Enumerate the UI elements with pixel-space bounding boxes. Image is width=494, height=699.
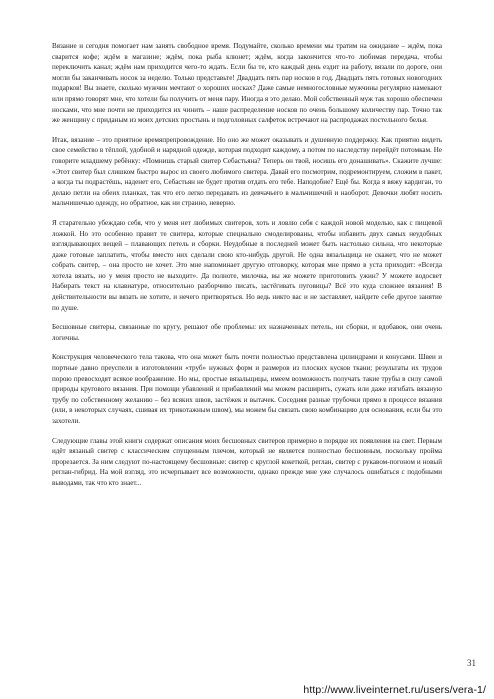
paragraph-2: Итак, вязание – это приятное времяпрепровождение. Но оно же может оказывать и душевную поддержку. Как приятно видеть свое семейство в тёплой, удобной и нарядной одежде, которая подходит каждому, а потом по наследству перейдёт потомкам. Не говорите младшему ребёнку: «Помнишь старый свитер Себастьяна? Теперь он твой, носишь его донашивать». Скажите лучше: «Этот свитер был слишком быстро вырос из своего любимого свитера. Давай его посмотрим, подремонтируем, сложим в пакет, а когда ты подрастёшь, наденет его, Себастьян не будет против отдать его тебе. Наподобие? Ещё бы. Когда я вяжу кардиган, то делаю петли на обеих планках, так что его легко передавать из девчачьего в мальчишечий и наоборот. Девочки любят носить мальчишечью одежду, но обратное, как ни странно, неверно. [52, 135, 442, 208]
paragraph-3: Я старательно убеждаю себя, что у меня нет любимых свитеров, хоть и ловлю себя с каждой новой моделью, как с пищевой ложкой. Но это особенно правит те свитера, которые специально смоделированы, чтобы избавить двух самых неудобных взглядывающих вещей – плавающих петель и сборки. Неудобные в последней может быть настолько сильна, что некоторые даже готовые заплатить, чтобы вместо них сделали свою кто-нибудь другой. Не одна вязальщица не скажет, что не может собрать свитер, – она просто не хочет. Это мне напоминает другую отговорку, которая мне прямо в уста приходит: «Всегда хотела вязать, но у меня просто не выходит». Да полноте, милочка, вы же можете приготовить ужин? У можете водосвет Набирать текст на клавиатуре, относительно разборчиво писать, застёгивать пуговицы? Всё это куда сложнее вязания! В действительности вы вязать не хотите, и нечего притворяться. Но ведь никто вас и не заставляет, найдите себе другое занятие по душе. [52, 218, 442, 312]
page-number: 31 [467, 658, 476, 668]
paragraph-1: Вязание и сегодня помогает нам занять свободное время. Подумайте, сколько времени мы тратим на ожидание – ждём, пока сварится кофе; ждём в магазине; ждём, пока рыба клюнет; ждём, когда закончится что-то любимая передача, чтобы переключить канал; ждём нам приходится чего-то ждать. Если бы те, кто каждый день ездит на работу, вязали по дороге, они могли бы заканчивать носок за неделю. Только представьте! Двадцать пять пар носков в год. Двадцать пять готовых новогодних подарков! Вы знаете, сколько мужчин мечтают о хороших носках? Даже самые немногословные мужчины регулярно намекают или прямо говорят мне, что хотели бы получить от меня пару. Иногда я это делаю. Мой собственный муж так хорошо обеспечен носками, что мне почти не приходится их чинить – наше распределение носков по очень большому количеству пар. Точно так же женщину с приданым из моих детских простынь и подголовных салфеток встречают на распродажах постельного белья. [52, 42, 442, 125]
paragraph-6: Следующие главы этой книги содержат описания моих бесшовных свитеров примерно в порядке их появления на свет. Первым идёт вязаный свитер с классическим спущенным плечом, который не является полностью бесшовным, поскольку пройма прорезается. За ним следуют по-настоящему бесшовные: свитер с круглой кокеткой, реглан, свитер с рукавом-погоном и новый реглан-гибрид. На мой взгляд, это исчерпывает все возможности, однако прежде мне уже случалось ошибаться с подобными выводами, так что кто знает... [52, 436, 442, 487]
footer-url-link[interactable]: http://www.liveinternet.ru/users/vera-1/ [303, 684, 486, 696]
body-text [52, 41, 442, 498]
paragraph-5: Конструкция человеческого тела такова, что она может быть почти полностью представлена цилиндрами и конусами. Швеи и портные давно преуспели в изготовлении «труб» нужных форм и размеров из плоских кусков ткани; результаты их трудов порою превосходят всякое воображение. Но мы, простые вязальщицы, имеем возможность получать такие трубы в силу самой природы кругового вязания. При помощи убавлений и прибавлений мы можем расширить, сужать или даже изгибать вязаную трубу по собственному желанию – без всяких швов, застёжек и вытачек. Соседняя разные трубочки прямо в процессе вязания (или, в некоторых случаях, сшивая их трикотажным швом), мы можем бы связать свою комбинацию для основания, если бы это захотели. [52, 353, 442, 425]
paragraph-4: Бесшовные свитеры, связанные по кругу, решают обе проблемы: их назначенных петель, ни сборки, и вдобавок, они очень логичны. [52, 323, 442, 342]
